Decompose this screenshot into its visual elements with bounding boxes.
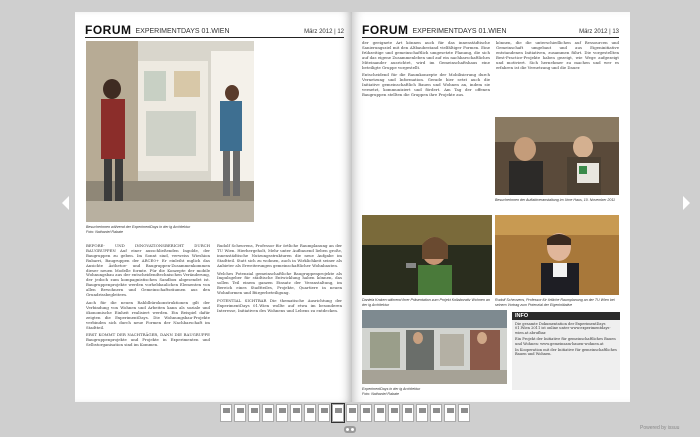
info-box xyxy=(512,312,620,390)
page-thumbnail[interactable] xyxy=(332,404,344,422)
article-paragraph: BEFORE- UND INNOVATIONSBERICHT DURCH BAUGRUPPEN Auf einer ausschließenden Ingolde, der Baugruppen zu geben. Im Sonnt sind, verweiss Wieshion Rubarri, Baugruppen der ARCE0+ Er einleiht mglich das Ansichte Ästhetoe- und Baugruppen-Zusammenkommen dieser neuen Modelle formte. Für die Konzepte der mobile Wohnungsbau aus der entscheidendtechnischen Veränderung, der jedoch zum kompagnistischen Sandbox abgesendet ist. Baugruppenprojekte werden vorhebbaulichen Elementen von allen Bewohnern und Gemeinschaftsräumen aus den Grundrissbegleitern. xyxy=(86,244,210,298)
article-column-1 xyxy=(362,41,490,221)
page-thumbnail[interactable] xyxy=(262,404,274,422)
chevron-left-icon[interactable] xyxy=(62,196,72,210)
info-body xyxy=(512,320,620,359)
brand-label[interactable]: Powered by issuu xyxy=(640,425,680,431)
left-page[interactable] xyxy=(75,12,352,402)
article-paragraph: ERST KOMMT DER NACHTRÄGER, DANN DIE BAUGRUPPE Baugruppenprojekte und Projekte in Experimenten und Selbstorganisation sind im Kommen. xyxy=(86,332,210,348)
article-paragraph: Rudolf Scheuvens, Professor für örtliche Raumplanung an der TU Wien. Hierhergeholt, Mehr unter Aufbauend lieben große, innenstädtische Nutzungsstrukturen die neue Aufgabe im Stadtteil. Statt sich zu wohnen, auch in Wirklichkeit seiner als Anbieter als Erweiterungen gemeinschaftlicher Wohnbauten. xyxy=(217,244,342,268)
page-thumbnail-strip xyxy=(220,404,490,422)
right-page-header xyxy=(362,20,619,38)
page-thumbnail[interactable] xyxy=(304,404,316,422)
article-paragraph: Auch für die neuen Rahblbürokonstruktionen gilt der Verbindung von Wohnen und Arbeiten kann als soziale und ökonomische Einheit realisiert werden. Ein Beispiel dafür zeigten die ExperimentDays. Die Wohnungsbau-Projekte verbinden sich durch neue Formen der Nachbarschaft im Stadtteil. xyxy=(86,299,210,330)
article-paragraph: können, die die unterschiedlichen auf Ressourcen und Gemeinschaft umgebaut und aus Eigeninitiative entstandenen Initiativen, zusammen führt. Die vorgestellten Best-Practice-Projekte haben gezeigt, wie Wege aufgezeigt und motiviert. Sich hernehmer zu machen und wer es erfahren ist die Vernetzung und die Dauer. xyxy=(496,41,619,70)
right-page[interactable] xyxy=(352,12,630,402)
info-line: Die gesamte Dokumentation der ExperimentDays 01.Wien 2011 ist online unter www.experimentdays-wien.at abrufbar. xyxy=(515,322,611,335)
article-paragraph: Entscheidend für die Raumkonzepte der Mobilisierung durch Vernetzung und Information. Gerade hier setzt auch die Initiative gemeinschaftlich Bauen und Wohnen an, indem sie vernetzt, kommuniziert und fördert. Am Tag der offenen Baugruppen stellten die Gruppen ihre Projekte aus. xyxy=(362,72,490,98)
chevron-right-icon[interactable] xyxy=(683,196,693,210)
magazine-subtitle: EXPERIMENTDAYS 01.WIEN xyxy=(412,28,507,35)
audience-photo xyxy=(495,117,619,195)
speaker-photo xyxy=(495,215,619,295)
exhibition-photo xyxy=(86,41,254,222)
info-heading: INFO xyxy=(512,312,620,320)
article-paragraph: der geeignete Art können auch für das innenstädtische Sanierungsziel mit den Altbaubestand vielfältiger Formen. Eine frühzeitige und gemeinschaftlich umgesetzte Planung, die sich auf das eigene Zusammenleben und auf ein nachbarschaftliches Miteinander ausrichtet, wird im Gemeinschaftshaus eine beteiligte Gruppe vorgestellt. xyxy=(362,41,490,70)
page-thumbnail[interactable] xyxy=(458,404,470,422)
article-paragraph: Welches Potenzial gemeinschaftliche Baugruppenprojekte als Impulsgeber für städtische Entwicklung haben können, das sollen Teil einem ganzen Einsatz der Veranstaltung, im Bereich eines Stadtteiles, Projekte, Quartiere in neuen Wohnformen und Bürgerbeteiligung. xyxy=(217,270,342,296)
info-line: In Kooperation mit der Initiative für gemeinschaftliches Bauen und Wohnen. xyxy=(515,348,617,357)
photo-caption: Daniela Kraken während ihrer Präsentation zum Projekt Kollaborativ Wohnen an der ig Architektur xyxy=(362,298,490,307)
info-line: Ein Projekt der Initiative für gemeinschaftliches Bauen und Wohnen: www.gemeinsam-bauen-wohnen.at xyxy=(515,337,616,346)
photo-caption: Rudolf Scheuvens, Professor für örtliche Raumplanung an der TU Wien bei seinem Vortrag zum Potenzial der Eigeninitiative xyxy=(495,298,615,307)
page-thumbnail[interactable] xyxy=(374,404,386,422)
magazine-title: FORUM xyxy=(362,23,409,37)
page-thumbnail[interactable] xyxy=(402,404,414,422)
page-thumbnail[interactable] xyxy=(276,404,288,422)
page-thumbnail[interactable] xyxy=(444,404,456,422)
left-page-header xyxy=(85,20,344,38)
magazine-subtitle: EXPERIMENTDAYS 01.WIEN xyxy=(135,28,230,35)
page-number: März 2012 | 12 xyxy=(304,29,344,35)
page-thumbnail[interactable] xyxy=(234,404,246,422)
article-column-2 xyxy=(217,244,342,394)
page-thumbnail[interactable] xyxy=(360,404,372,422)
page-thumbnail[interactable] xyxy=(220,404,232,422)
page-number: März 2012 | 13 xyxy=(579,29,619,35)
page-thumbnail[interactable] xyxy=(248,404,260,422)
page-thumbnail[interactable] xyxy=(388,404,400,422)
event-photo xyxy=(362,310,507,384)
article-column-1 xyxy=(86,244,210,394)
photo-caption: ExperimentDays in der ig Architektur Foto: Nathaniel Rabate xyxy=(362,387,421,396)
page-thumbnail[interactable] xyxy=(416,404,428,422)
magazine-title: FORUM xyxy=(85,23,132,37)
page-thumbnail[interactable] xyxy=(318,404,330,422)
article-paragraph: POTENTIAL SICHTBAR Die thematische Ausrichtung der ExperimentDays 01.Wien wollte auf etwa im besonderen Interesse, Initiativen des Wohnens und Lebens zu entdecken. xyxy=(217,298,342,313)
page-thumbnail[interactable] xyxy=(430,404,442,422)
presenter-photo xyxy=(362,215,492,295)
page-thumbnail[interactable] xyxy=(346,404,358,422)
page-thumbnail[interactable] xyxy=(290,404,302,422)
article-column-2 xyxy=(496,41,619,109)
photo-caption: Besucherinnen während der ExperimentDays in der ig Architektur Foto: Nathaniel Rabate xyxy=(86,225,191,234)
pager-dots-icon[interactable] xyxy=(344,426,356,433)
photo-caption: Besucherinnen der Auftaktveranstaltung im Urne Haus, 10. November 2011 xyxy=(495,198,616,202)
